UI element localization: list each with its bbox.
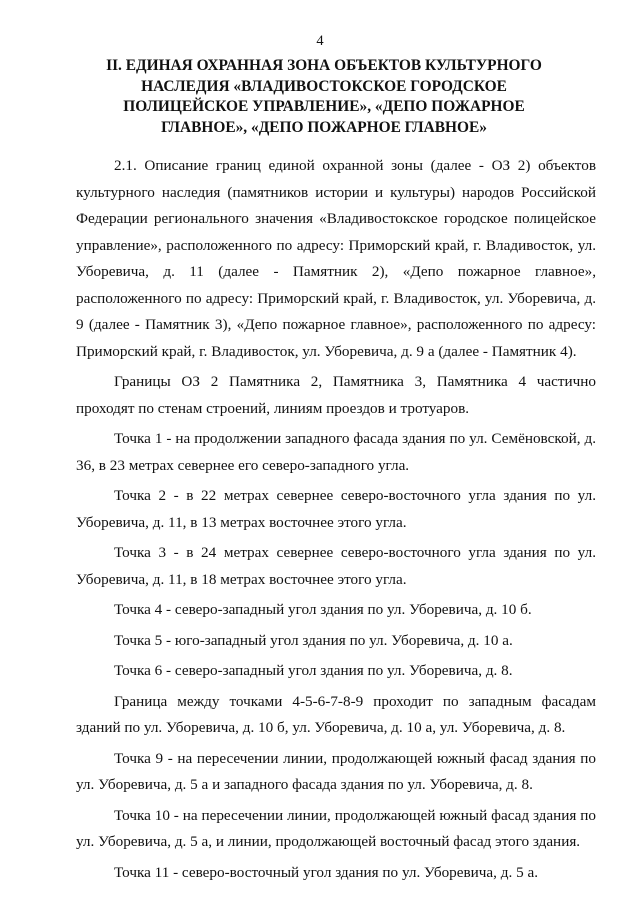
- paragraph-point-6: Точка 6 - северо-западный угол здания по ул. Уборевича, д. 8.: [114, 662, 513, 679]
- paragraph-point-5: Точка 5 - юго-западный угол здания по ул. Уборевича, д. 10 а.: [114, 631, 513, 649]
- paragraph-point-3: Точка 3 - в 24 метрах севернее северо-восточного угла здания по ул. Уборевича, д. 11, в 18 метрах восточнее этого угла.: [76, 544, 596, 588]
- section-title: II. ЕДИНАЯ ОХРАННАЯ ЗОНА ОБЪЕКТОВ КУЛЬТУРНОГО НАСЛЕДИЯ «ВЛАДИВОСТОКСКОЕ ГОРОДСКОЕ ПОЛИЦЕЙСКОЕ УПРАВЛЕНИЕ», «ДЕПО ПОЖАРНОЕ ГЛАВНОЕ», «ДЕПО ПОЖАРНОЕ ГЛАВНОЕ»: [106, 57, 542, 136]
- paragraph-point-9: Точка 9 - на пересечении линии, продолжающей южный фасад здания по ул. Уборевича, д. 5 а и западного фасада здания по ул. Уборевича, д. 8.: [76, 749, 596, 793]
- paragraph-border-4-9: Граница между точками 4-5-6-7-8-9 проходит по западным фасадам зданий по ул. Уборевича, д. 10 б, ул. Уборевича, д. 10 а, ул. Уборевича, д. 8.: [76, 692, 596, 736]
- page-number: 4: [316, 33, 324, 49]
- paragraph-point-10: Точка 10 - на пересечении линии, продолжающей южный фасад здания по ул. Уборевича, д. 5 а, и линии, продолжающей восточный фасад этого здания.: [76, 806, 596, 850]
- paragraph-point-4: Точка 4 - северо-западный угол здания по ул. Уборевича, д. 10 б.: [114, 601, 532, 618]
- body-text: [76, 153, 596, 886]
- paragraph-point-11: Точка 11 - северо-восточный угол здания по ул. Уборевича, д. 5 а.: [114, 863, 539, 881]
- paragraph-boundaries: Границы ОЗ 2 Памятника 2, Памятника 3, Памятника 4 частично проходят по стенам строений, линиям проездов и тротуаров.: [76, 373, 596, 417]
- paragraph-point-1: Точка 1 - на продолжении западного фасада здания по ул. Семёновской, д. 36, в 23 метрах севернее его северо-западного угла.: [76, 430, 596, 474]
- paragraph-point-2: Точка 2 - в 22 метрах севернее северо-восточного угла здания по ул. Уборевича, д. 11, в 13 метрах восточнее этого угла.: [76, 487, 596, 531]
- paragraph-description: 2.1. Описание границ единой охранной зоны (далее - ОЗ 2) объектов культурного наследия (памятников истории и культуры) народов Российской Федерации регионального значения «Владивостокское городское полицейское управление», расположенного по адресу: Приморский край, г. Владивосток, ул. Уборевича, д. 11 (далее - Памятник 2), «Депо пожарное главное», расположенного по адресу: Приморский край, г. Владивосток, ул. Уборевича, д. 9 (далее - Памятник 3), «Депо пожарное главное», расположенного по адресу: Приморский край, г. Владивосток, ул. Уборевича, д. 9 а (далее - Памятник 4).: [76, 157, 596, 360]
